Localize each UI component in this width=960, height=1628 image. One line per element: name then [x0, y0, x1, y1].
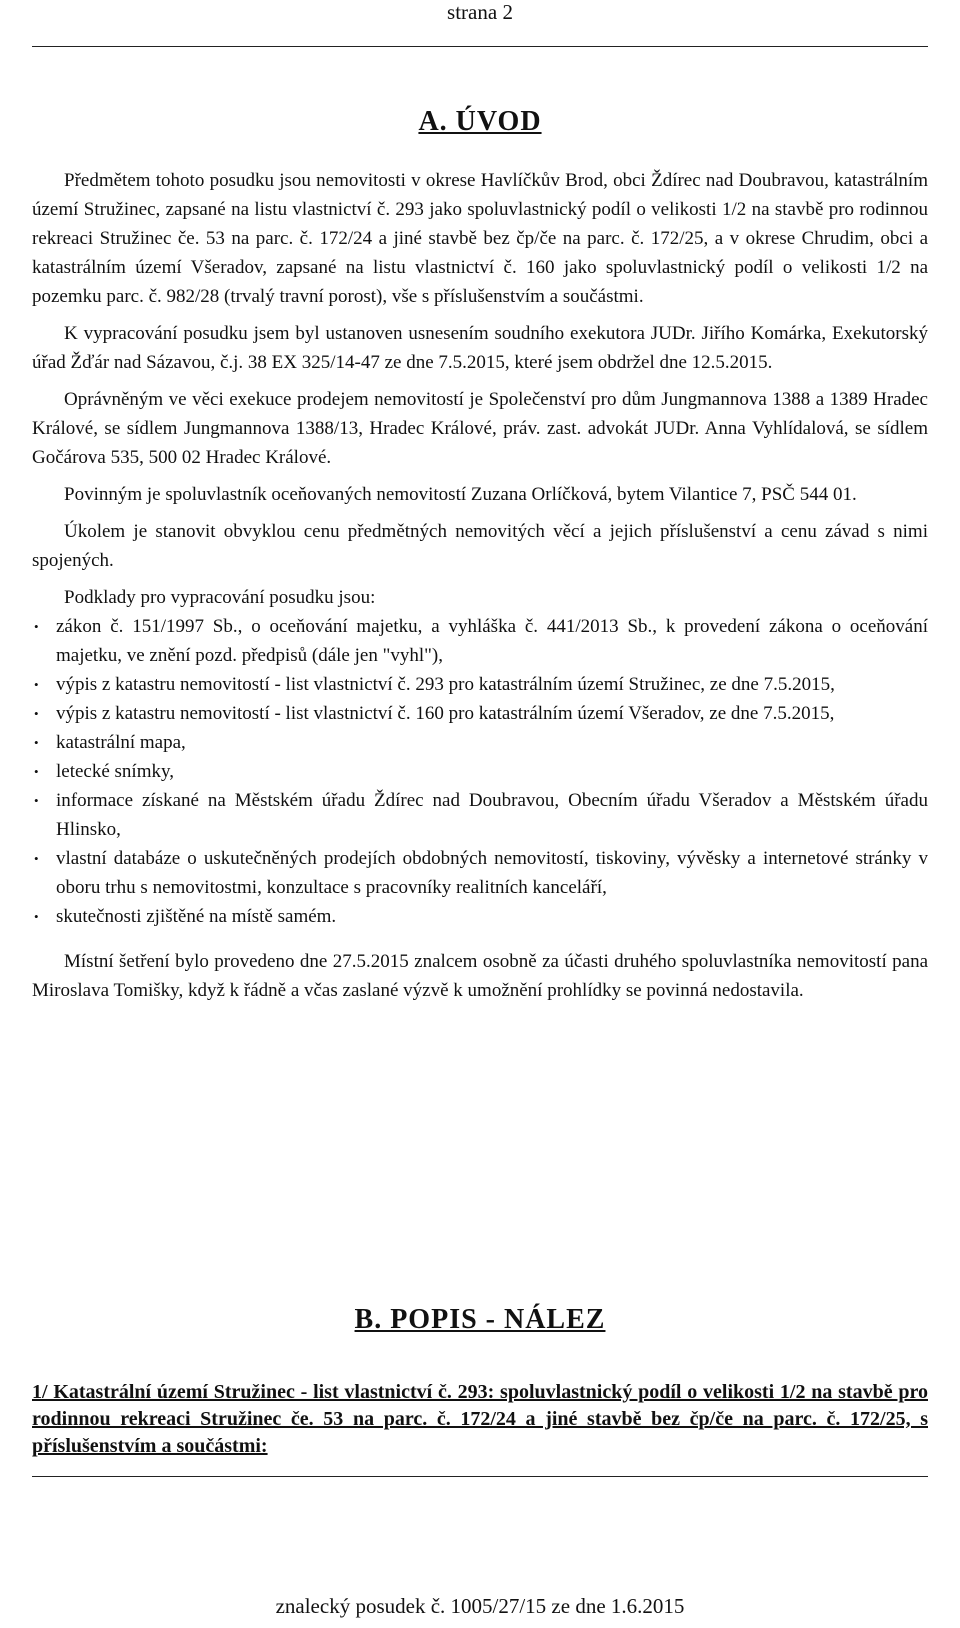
paragraph-task: Úkolem je stanovit obvyklou cenu předmětných nemovitých věcí a jejich příslušenství a cenu závad s nimi spojených.: [32, 521, 928, 571]
list-item: • skutečnosti zjištěné na místě samém.: [32, 902, 928, 931]
list-item: • výpis z katastru nemovitostí - list vlastnictví č. 160 pro katastrálním území Všeradov, ze dne 7.5.2015,: [32, 699, 928, 728]
section-b-subheading: [32, 1379, 928, 1460]
sources-list: [32, 612, 928, 931]
paragraph-obligated-party: Povinným je spoluvlastník oceňovaných nemovitostí Zuzana Orlíčková, bytem Vilantice 7, PSČ 544 01.: [64, 484, 857, 505]
paragraph-inspection: Místní šetření bylo provedeno dne 27.5.2015 znalcem osobně za účasti druhého spoluvlastníka nemovitostí pana Miroslava Tomišky, když k řádně a včas zaslané výzvě k umožnění prohlídky se povinná nedostavila.: [32, 951, 928, 1001]
list-item: • informace získané na Městském úřadu Ždírec nad Doubravou, Obecním úřadu Všeradov a Městském úřadu Hlinsko,: [32, 786, 928, 844]
paragraph-subject: Předmětem tohoto posudku jsou nemovitosti v okrese Havlíčkův Brod, obci Ždírec nad Doubravou, katastrálním území Stružinec, zapsané na listu vlastnictví č. 293 jako spoluvlastnický podíl o velikosti 1/2 na stavbě pro rodinnou rekreaci Stružinec če. 53 na parc. č. 172/24 a jiné stavbě bez čp/če na parc. č. 172/25, a v okrese Chrudim, obci a katastrálním území Všeradov, zapsané na listu vlastnictví č. 160 jako spoluvlastnický podíl o velikosti 1/2 na pozemku parc. č. 982/28 (trvalý travní porost), vše s příslušenstvím a součástmi.: [32, 170, 928, 307]
subsection-heading: 1/ Katastrální území Stružinec - list vlastnictví č. 293: spoluvlastnický podíl o velikosti 1/2 na stavbě pro rodinnou rekreaci Stružinec če. 53 na parc. č. 172/24 a jiné stavbě bez čp/če na parc. č. 172/25, s příslušenstvím a součástmi:: [32, 1381, 928, 1457]
section-a-title: A. ÚVOD: [418, 106, 542, 137]
section-b: [32, 1304, 928, 1336]
section-a-body: [32, 166, 928, 1005]
paragraph-appointment: K vypracování posudku jsem byl ustanoven usnesením soudního exekutora JUDr. Jiřího Komárka, Exekutorský úřad Žďár nad Sázavou, č.j. 38 EX 325/14-47 ze dne 7.5.2015, které jsem obdržel dne 12.5.2015.: [32, 323, 928, 373]
list-item: • zákon č. 151/1997 Sb., o oceňování majetku, a vyhláška č. 441/2013 Sb., k provedení zákona o oceňování majetku, ve znění pozd. předpisů (dále jen "vyhl"),: [32, 612, 928, 670]
list-item: • katastrální mapa,: [32, 728, 928, 757]
header-rule: [32, 46, 928, 47]
footer-reference: znalecký posudek č. 1005/27/15 ze dne 1.6.2015: [275, 1594, 685, 1618]
list-item: • výpis z katastru nemovitostí - list vlastnictví č. 293 pro katastrálním území Stružinec, ze dne 7.5.2015,: [32, 670, 928, 699]
list-item: • letecké snímky,: [32, 757, 928, 786]
list-item: • vlastní databáze o uskutečněných prodejích obdobných nemovitostí, tiskoviny, vývěsky a internetové stránky v oboru trhu s nemovitostmi, konzultace s pracovníky realitních kanceláří,: [32, 844, 928, 902]
page-number: strana 2: [447, 0, 513, 24]
sources-intro: Podklady pro vypracování posudku jsou:: [64, 587, 376, 608]
section-a: [32, 106, 928, 138]
paragraph-entitled-party: Oprávněným ve věci exekuce prodejem nemovitostí je Společenství pro dům Jungmannova 1388 a 1389 Hradec Králové, se sídlem Jungmannova 1388/13, Hradec Králové, práv. zast. advokát JUDr. Anna Vyhlídalová, se sídlem Gočárova 535, 500 02 Hradec Králové.: [32, 389, 928, 468]
section-b-title: B. POPIS - NÁLEZ: [354, 1304, 606, 1335]
footer-rule: [32, 1476, 928, 1477]
